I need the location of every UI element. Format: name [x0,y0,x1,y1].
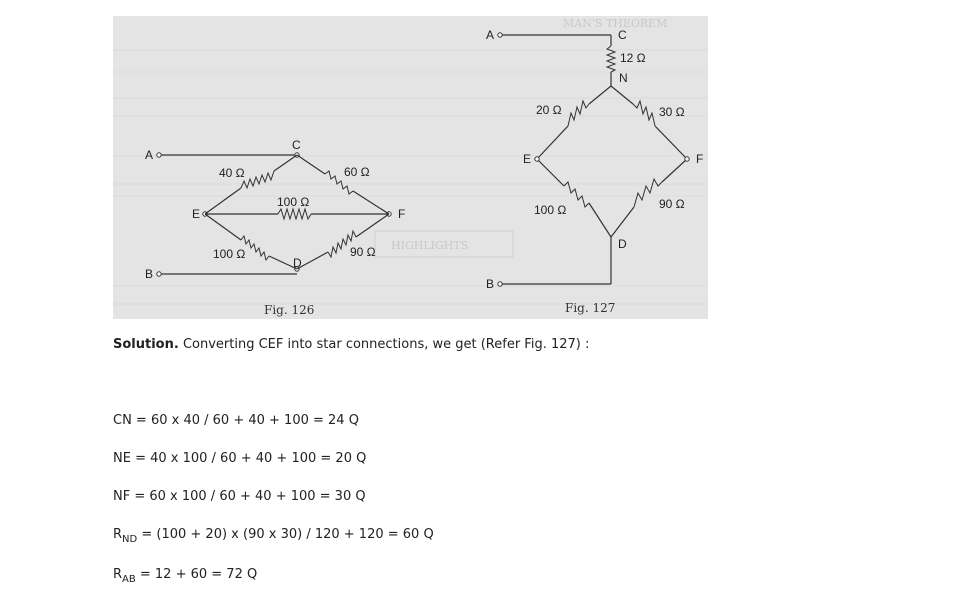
fig126-node-b: B [145,267,154,281]
equation-nf: NF = 60 x 100 / 60 + 40 + 100 = 30 Q [113,489,366,504]
fig127-node-c: C [618,28,627,42]
fig127-node-f: F [696,152,704,166]
fig127-node-e: E [523,152,532,166]
fig127-resistor-30: 30 Ω [659,105,685,119]
solution-paragraph [113,337,589,352]
fig126-resistor-60: 60 Ω [344,165,370,179]
fig126-node-d: D [293,256,302,270]
fig126-node-e: E [192,207,201,221]
fig127-resistor-90: 90 Ω [659,197,685,211]
fig126-resistor-40: 40 Ω [219,166,245,180]
equation-rnd [113,527,434,545]
equation-rab-subscript: AB [122,574,136,585]
fig126-node-a: A [145,148,154,162]
equation-rnd-symbol: R [113,527,123,542]
background-heading: MAN'S THEOREM [563,17,668,30]
equation-cn: CN = 60 x 40 / 60 + 40 + 100 = 24 Q [113,413,359,428]
background-highlights: HIGHLIGHTS [391,239,469,252]
fig126-caption: Fig. 126 [264,303,315,317]
fig127-resistor-12: 12 Ω [620,51,646,65]
fig126-resistor-90: 90 Ω [350,245,376,259]
fig126-resistor-100-mid: 100 Ω [277,195,310,209]
fig126-node-c: C [292,138,301,152]
fig127-resistor-20: 20 Ω [536,103,562,117]
circuit-figure-image [113,16,708,319]
fig127-node-b: B [486,277,495,291]
fig127-resistor-100: 100 Ω [534,203,567,217]
solution-text: Converting CEF into star connections, we get (Refer Fig. 127) : [178,337,590,352]
solution-label: Solution. [113,337,179,352]
fig126-node-f: F [398,207,406,221]
fig127-node-a: A [486,28,495,42]
equation-ne: NE = 40 x 100 / 60 + 40 + 100 = 20 Q [113,451,367,466]
fig127-node-n: N [619,71,628,85]
fig127-node-d: D [618,237,627,251]
equation-rab-symbol: R [113,567,123,582]
equation-rnd-body: = (100 + 20) x (90 x 30) / 120 + 120 = 60 Q [137,527,434,542]
fig127-caption: Fig. 127 [565,301,616,315]
equation-rab-body: = 12 + 60 = 72 Q [135,567,258,582]
fig126-resistor-100-low: 100 Ω [213,247,246,261]
equation-rab [113,567,258,585]
equation-rnd-subscript: ND [122,534,138,545]
